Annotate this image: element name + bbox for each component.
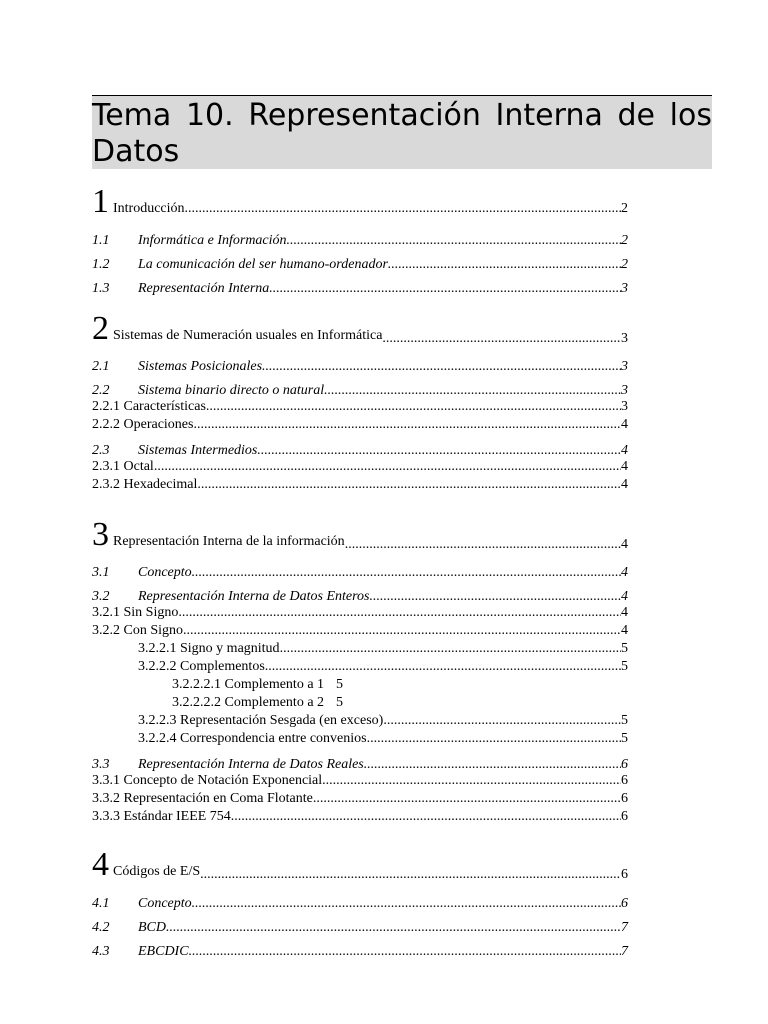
page-number: 2 — [621, 257, 628, 272]
title-block — [92, 95, 712, 169]
page-number: 5 — [621, 659, 628, 674]
toc-label: 3.2.2 Con Signo — [92, 623, 184, 638]
page-number: 6 — [621, 809, 628, 824]
toc-label: 2.2.1 Características — [92, 399, 206, 414]
page-number: 6 — [621, 791, 628, 806]
dot-leader — [265, 659, 621, 675]
toc-label: Representación Interna de Datos Reales — [138, 757, 364, 772]
toc-label: 3.2.2.2.1 Complemento a 1 — [172, 677, 325, 692]
page-number: 3 — [621, 331, 628, 346]
toc-section-1-2[interactable] — [92, 249, 628, 273]
page-number: 3 — [621, 399, 628, 414]
dot-leader — [287, 233, 621, 249]
toc-label: Representación Interna de Datos Enteros — [138, 589, 370, 604]
section-number: 4.1 — [92, 896, 110, 911]
page-number: 4 — [621, 443, 628, 458]
dot-leader — [262, 359, 621, 375]
page-number: 5 — [336, 695, 344, 710]
section-number: 4.2 — [92, 920, 110, 935]
dot-leader — [183, 623, 621, 639]
toc-label: 3.2.2.2 Complementos — [138, 659, 265, 674]
page-number: 5 — [336, 677, 344, 692]
toc-label: 2.3.2 Hexadecimal — [92, 477, 198, 492]
toc-section-4-3[interactable] — [92, 936, 628, 960]
toc-label: 3.2.2.1 Signo y magnitud — [138, 641, 280, 656]
toc-section-4-1[interactable] — [92, 883, 628, 912]
toc-chapter-4[interactable] — [92, 827, 628, 883]
section-number: 3.3 — [92, 757, 110, 772]
toc-label: 3.3.3 Estándar IEEE 754 — [92, 809, 231, 824]
toc-label: Concepto — [138, 565, 192, 580]
page-number: 4 — [621, 605, 628, 620]
dot-leader — [382, 331, 621, 347]
dot-leader — [193, 417, 621, 433]
toc-label: Códigos de E/S — [113, 864, 201, 879]
section-number: 3.1 — [92, 565, 110, 580]
toc-section-1-1[interactable] — [92, 225, 628, 249]
dot-leader — [324, 383, 621, 399]
page-number: 7 — [621, 920, 628, 935]
page-number: 6 — [621, 867, 628, 882]
dot-leader — [345, 537, 621, 553]
toc-subsection-3-3-1[interactable] — [92, 773, 628, 791]
section-number: 2.1 — [92, 359, 110, 374]
toc-subsection-3-2-2-4[interactable] — [92, 731, 628, 749]
toc-subsection-2-3-2[interactable] — [92, 477, 628, 495]
dot-leader — [197, 477, 621, 493]
section-number: 2.2 — [92, 383, 110, 398]
page-number: 4 — [621, 589, 628, 604]
toc-label: 3.3.1 Concepto de Notación Exponencial — [92, 773, 323, 788]
toc-section-2-3[interactable] — [92, 435, 628, 459]
toc-label: Introducción — [113, 201, 185, 216]
toc-subsection-3-2-2-3[interactable] — [92, 713, 628, 731]
toc-subsection-3-2-2-2[interactable] — [92, 659, 628, 677]
dot-leader — [388, 257, 621, 273]
section-number: 4.3 — [92, 944, 110, 959]
toc-label: 3.2.2.3 Representación Sesgada (en exceso) — [138, 713, 384, 728]
page-number: 7 — [621, 944, 628, 959]
toc-label: Representación Interna de la información — [113, 534, 345, 549]
page-number: 6 — [621, 757, 628, 772]
section-number: 3.2 — [92, 589, 110, 604]
toc-label: BCD — [138, 920, 166, 935]
page-number: 5 — [621, 641, 628, 656]
dot-leader — [200, 867, 621, 883]
page-number: 3 — [621, 359, 628, 374]
toc-chapter-1[interactable] — [92, 184, 628, 225]
toc-subsection-3-2-2-2-1[interactable] — [92, 677, 628, 695]
chapter-number: 4 — [92, 846, 109, 883]
toc-label: Sistemas Intermedios — [138, 443, 258, 458]
toc-label: Sistemas Posicionales — [138, 359, 263, 374]
toc-label: Informática e Información — [138, 233, 287, 248]
toc-label: Sistema binario directo o natural — [138, 383, 325, 398]
toc-label: 3.2.1 Sin Signo — [92, 605, 179, 620]
document-title: Tema 10. Representación Interna de los Datos — [92, 98, 712, 169]
toc-chapter-2[interactable] — [92, 297, 628, 347]
dot-leader — [231, 809, 621, 825]
page-number: 4 — [621, 477, 628, 492]
dot-leader — [364, 757, 621, 773]
toc-label: Representación Interna — [138, 281, 270, 296]
dot-leader — [185, 201, 621, 217]
toc-section-3-1[interactable] — [92, 553, 628, 581]
section-number: 1.1 — [92, 233, 110, 248]
page-number: 5 — [621, 713, 628, 728]
dot-leader — [280, 641, 621, 657]
toc-label: 3.2.2.2.2 Complemento a 2 — [172, 695, 325, 710]
dot-leader — [313, 791, 621, 807]
toc-section-3-2[interactable] — [92, 581, 628, 605]
dot-leader — [192, 565, 621, 581]
toc-label: 2.2.2 Operaciones — [92, 417, 194, 432]
dot-leader — [322, 773, 621, 789]
page-number: 4 — [621, 623, 628, 638]
page-number: 3 — [621, 383, 628, 398]
dot-leader — [178, 605, 621, 621]
page-number: 4 — [621, 537, 628, 552]
table-of-contents — [92, 184, 628, 960]
chapter-number: 1 — [92, 183, 109, 220]
page-number: 2 — [621, 201, 628, 216]
dot-leader — [383, 713, 621, 729]
page-number: 6 — [621, 773, 628, 788]
section-number: 2.3 — [92, 443, 110, 458]
toc-chapter-3[interactable] — [92, 495, 628, 553]
toc-label: 3.2.2.4 Correspondencia entre convenios — [138, 731, 367, 746]
toc-subsection-3-2-2[interactable] — [92, 623, 628, 641]
toc-subsection-3-3-2[interactable] — [92, 791, 628, 809]
toc-label: Concepto — [138, 896, 192, 911]
toc-subsection-2-3-1[interactable] — [92, 459, 628, 477]
page-number: 3 — [621, 281, 628, 296]
page-number: 5 — [621, 731, 628, 746]
toc-section-1-3[interactable] — [92, 273, 628, 297]
toc-section-3-3[interactable] — [92, 749, 628, 773]
toc-label: La comunicación del ser humano-ordenador — [138, 257, 388, 272]
toc-label: 3.3.2 Representación en Coma Flotante — [92, 791, 313, 806]
section-number: 1.2 — [92, 257, 110, 272]
dot-leader — [369, 589, 621, 605]
toc-section-2-1[interactable] — [92, 347, 628, 375]
page-number: 4 — [621, 459, 628, 474]
toc-section-4-2[interactable] — [92, 912, 628, 936]
page-number: 4 — [621, 417, 628, 432]
toc-section-2-2[interactable] — [92, 375, 628, 399]
page-number: 2 — [621, 233, 628, 248]
chapter-number: 2 — [92, 310, 109, 347]
toc-subsection-3-3-3[interactable] — [92, 809, 628, 827]
toc-subsection-3-2-2-1[interactable] — [92, 641, 628, 659]
toc-label: Sistemas de Numeración usuales en Informática — [113, 328, 383, 343]
dot-leader — [166, 920, 621, 936]
toc-subsection-2-2-2[interactable] — [92, 417, 628, 435]
page-number: 4 — [621, 565, 628, 580]
toc-subsection-3-2-2-2-2[interactable] — [92, 695, 628, 713]
dot-leader — [206, 399, 621, 415]
page-number: 6 — [621, 896, 628, 911]
section-number: 1.3 — [92, 281, 110, 296]
dot-leader — [367, 731, 621, 747]
toc-label: EBCDIC — [138, 944, 189, 959]
chapter-number: 3 — [92, 516, 109, 553]
dot-leader — [192, 896, 621, 912]
dot-leader — [154, 459, 621, 475]
dot-leader — [269, 281, 621, 297]
toc-subsection-2-2-1[interactable] — [92, 399, 628, 417]
toc-subsection-3-2-1[interactable] — [92, 605, 628, 623]
dot-leader — [189, 944, 621, 960]
dot-leader — [257, 443, 621, 459]
toc-label: 2.3.1 Octal — [92, 459, 154, 474]
